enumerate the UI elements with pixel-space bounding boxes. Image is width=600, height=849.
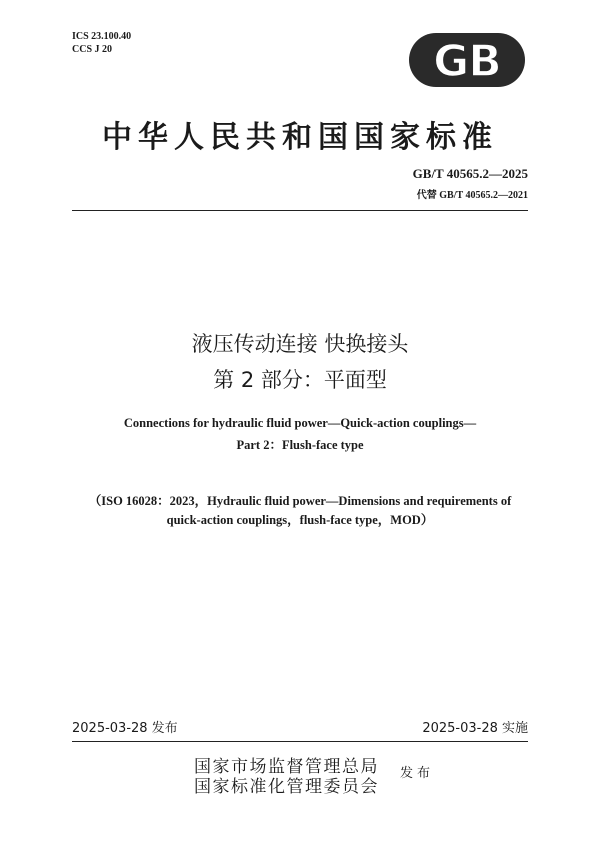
implementation-date: 2025-03-28 实施 [422,721,528,736]
chinese-title-line2: 第 2 部分：平面型 [213,368,387,392]
iso-reference-line2: quick-action couplings，flush-face type，MOD） [166,513,434,527]
chinese-title-line1: 液压传动连接 快换接头 [191,332,409,356]
national-standard-title: 中华人民共和国国家标准 [102,120,498,155]
english-title-line1: Connections for hydraulic fluid power—Quick-action couplings— [123,416,477,430]
ics-code: ICS 23.100.40 [72,31,132,42]
top-divider [72,210,528,211]
iso-reference-line1: （ISO 16028：2023，Hydraulic fluid power—Dimensions and requirements of [88,494,512,508]
replaces-standard: 代替 GB/T 40565.2—2021 [416,190,528,201]
classification-codes [72,30,131,56]
ccs-code: CCS J 20 [72,44,113,55]
gb-logo-text: GB [433,36,501,87]
english-title-line2: Part 2：Flush-face type [236,438,364,452]
publish-label: 发布 [400,766,435,781]
standard-number: GB/T 40565.2—2025 [412,166,528,181]
issuer-line2: 国家标准化管理委员会 [194,777,379,797]
gb-logo [408,32,526,88]
bottom-divider [72,741,528,742]
issuer-line1: 国家市场监督管理总局 [194,757,379,777]
issue-date: 2025-03-28 发布 [72,721,178,736]
